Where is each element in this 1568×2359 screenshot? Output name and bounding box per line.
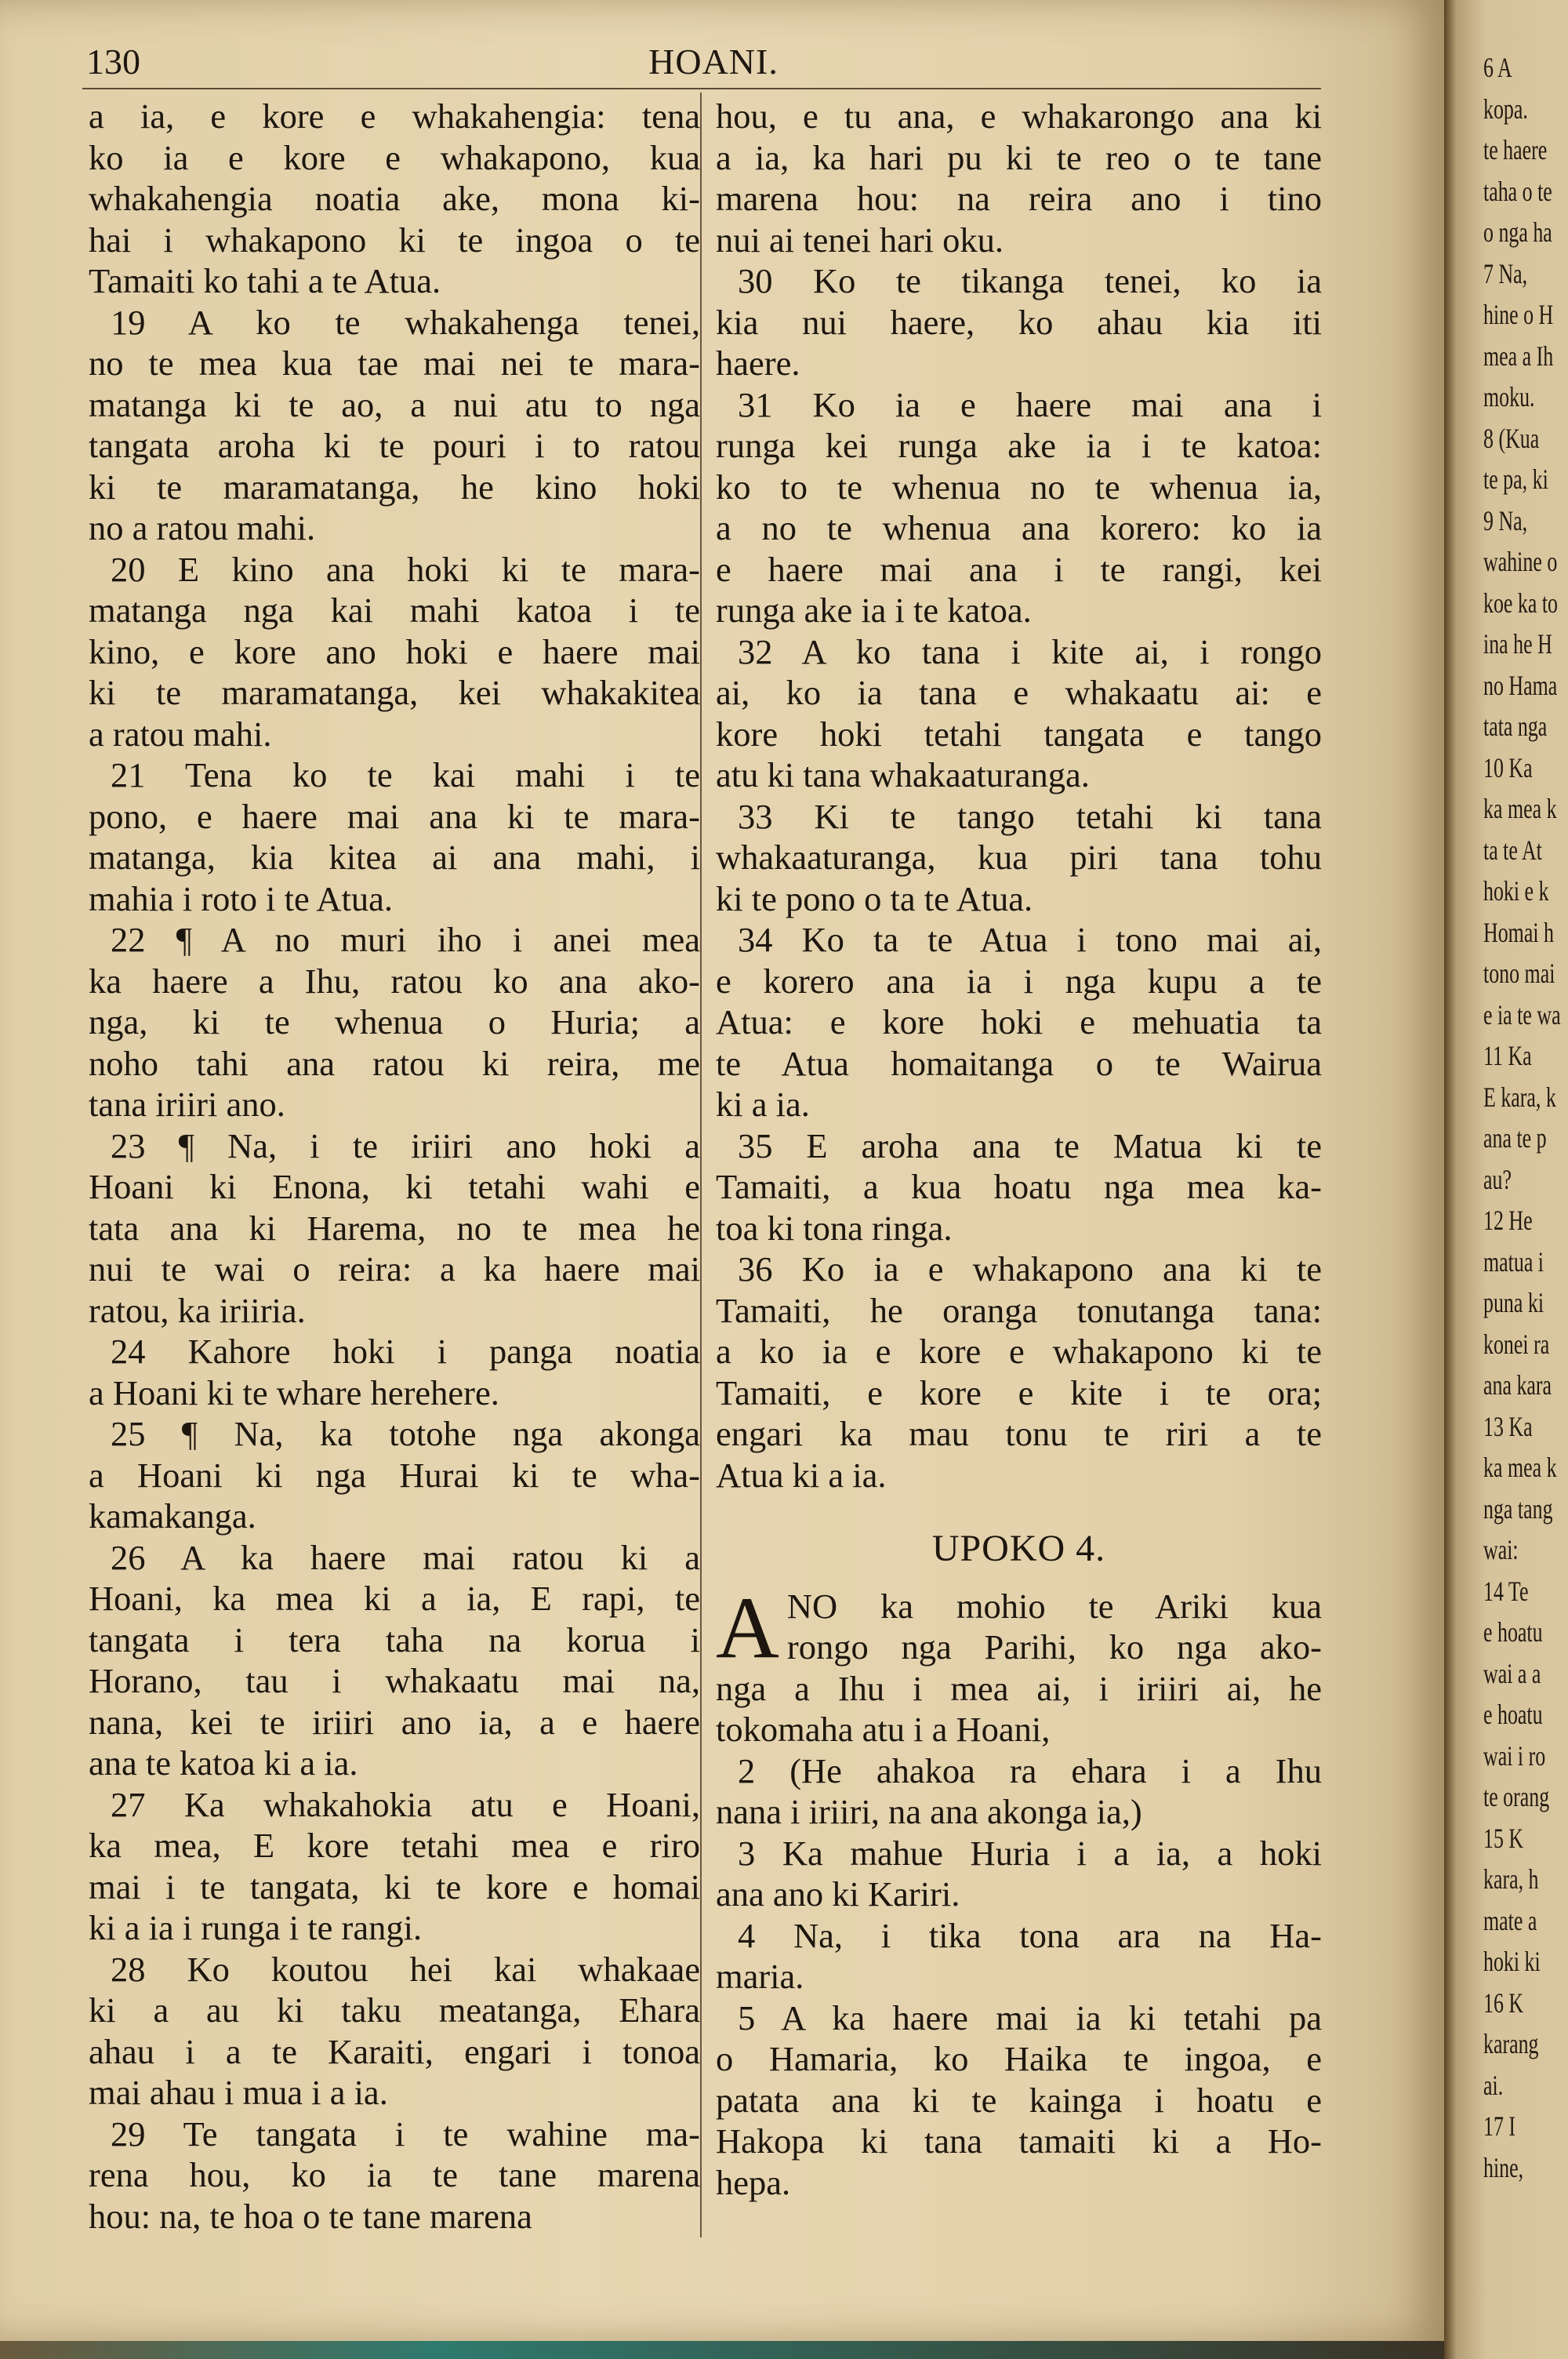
text-line: nui te wai o reira: a ka haere mai — [89, 1249, 700, 1289]
next-page-fragment: puna ki — [1483, 1287, 1544, 1318]
text-line: ka mea, E kore tetahi mea e riro — [89, 1826, 700, 1865]
text-line: 29 Te tangata i te wahine ma- — [111, 2114, 700, 2154]
text-line: te Atua homaitanga o te Wairua — [716, 1043, 1322, 1083]
text-line: kamakanga. — [89, 1496, 256, 1536]
text-line: ana te katoa ki a ia. — [89, 1743, 358, 1783]
text-line: tata ana ki Harema, no te mea he — [89, 1208, 700, 1248]
text-line: tangata i tera taha na korua i — [89, 1619, 700, 1659]
text-line: hou, e tu ana, e whakarongo ana ki — [716, 96, 1322, 136]
next-page-fragment: nga tang — [1483, 1492, 1553, 1525]
text-line: 19 A ko te whakahenga tenei, — [111, 302, 700, 342]
next-page-fragment: kara, h — [1483, 1863, 1539, 1895]
next-page-fragment: au? — [1483, 1163, 1512, 1195]
text-line: hou: na, te hoa o te tane marena — [89, 2196, 532, 2236]
next-page-fragment: hine, — [1483, 2151, 1524, 2183]
text-line: 28 Ko koutou hei kai whakaae — [111, 1949, 700, 1989]
text-line: pono, e haere mai ana ki te mara- — [89, 796, 700, 836]
text-line: 21 Tena ko te kai mahi i te — [111, 755, 700, 794]
text-line: a no te whenua ana korero: ko ia — [716, 508, 1322, 547]
next-page-fragment: ka mea k — [1483, 793, 1557, 824]
text-line: toa ki tona ringa. — [716, 1208, 953, 1248]
text-line: atu ki tana whakaaturanga. — [716, 755, 1090, 794]
text-line: ka haere a Ihu, ratou ko ana ako- — [89, 961, 700, 1001]
text-line: ki a au ki taku meatanga, Ehara — [89, 1990, 700, 2030]
text-line: ki a ia i runga i te rangi. — [89, 1908, 423, 1947]
next-page-fragment: ana te p — [1483, 1122, 1547, 1154]
text-line: Tamaiti, a kua hoatu nga mea ka- — [716, 1167, 1322, 1206]
next-page-fragment: e hoatu — [1483, 1616, 1543, 1648]
text-line: rena hou, ko ia te tane marena — [89, 2155, 700, 2194]
next-page-fragment: te pa, ki — [1483, 463, 1548, 495]
text-line: 4 Na, i tika tona ara na Ha- — [738, 1915, 1322, 1955]
text-line: Tamaiti, he oranga tonutanga tana: — [716, 1290, 1322, 1330]
next-page-fragment: 16 K — [1483, 1986, 1524, 2019]
text-line: nui ai tenei hari oku. — [716, 220, 1004, 260]
right-column-verses — [716, 96, 1322, 1496]
text-line: matanga, kia kitea ai ana mahi, i — [89, 838, 700, 877]
text-line: kore hoki tetahi tangata e tango — [716, 714, 1322, 754]
right-column — [716, 96, 1322, 2203]
text-line: a Hoani ki nga Hurai ki te wha- — [89, 1455, 700, 1495]
text-line: ki te pono o ta te Atua. — [716, 878, 1033, 918]
text-line: 22 ¶ A no muri iho i anei mea — [111, 920, 700, 959]
chapter-heading: UPOKO 4. — [931, 1528, 1106, 1569]
next-page-fragment: ka mea k — [1483, 1452, 1557, 1483]
next-page-fragment: wahine o — [1483, 546, 1558, 577]
running-title: HOANI. — [648, 42, 779, 82]
text-line: e korero ana ia i nga kupu a te — [716, 961, 1322, 1001]
text-line: kia nui haere, ko ahau kia iti — [716, 302, 1322, 342]
text-line: nga a Ihu i mea ai, i iriiri ai, he — [716, 1668, 1322, 1708]
text-line: 27 Ka whakahokia atu e Hoani, — [111, 1784, 700, 1824]
next-page-fragment: 6 A — [1483, 52, 1512, 83]
text-line: no a ratou mahi. — [89, 508, 316, 547]
text-line: nana i iriiri, na ana akonga ia,) — [716, 1792, 1142, 1831]
text-line: Tamaiti ko tahi a te Atua. — [89, 261, 441, 300]
text-line: Hoani ki Enona, ki tetahi wahi e — [89, 1167, 700, 1206]
next-page-fragment: hoki e k — [1483, 875, 1549, 907]
next-page-fragment: no Hama — [1483, 669, 1558, 701]
next-page-fragment: wai i ro — [1483, 1739, 1546, 1772]
next-page-fragment: ina he H — [1483, 628, 1552, 660]
text-line: 31 Ko ia e haere mai ana i — [738, 384, 1322, 424]
text-line: tana iriiri ano. — [89, 1085, 285, 1124]
text-line: hepa. — [716, 2162, 791, 2202]
text-line: ko to te whenua no te whenua ia, — [716, 467, 1322, 507]
next-page-fragment: o nga ha — [1483, 216, 1552, 248]
next-page-fragment: 8 (Kua — [1483, 422, 1540, 454]
text-line: Tamaiti, e kore e kite i te ora; — [716, 1372, 1322, 1412]
text-line: ai, ko ia tana e whakaatu ai: e — [716, 673, 1322, 712]
text-line: 35 E aroha ana te Matua ki te — [738, 1125, 1322, 1165]
text-line: 20 E kino ana hoki ki te mara- — [111, 549, 700, 589]
text-line: matanga nga kai mahi katoa i te — [89, 591, 700, 630]
text-line: noho tahi ana ratou ki reira, me — [89, 1043, 700, 1083]
text-line: ahau i a te Karaiti, engari i tonoa — [89, 2031, 700, 2071]
text-line: a Hoani ki te whare herehere. — [89, 1372, 499, 1412]
next-page-fragment: te orang — [1483, 1781, 1550, 1812]
next-page-fragment: 11 Ka — [1483, 1040, 1532, 1071]
text-line: Horano, tau i whakaatu mai na, — [89, 1661, 700, 1700]
text-line: tangata aroha ki te pouri i to ratou — [89, 426, 700, 465]
table-surface — [0, 2341, 1444, 2359]
text-line: hai i whakapono ki te ingoa o te — [89, 220, 700, 260]
next-page-fragment: tono mai — [1483, 958, 1555, 989]
next-page-fragment: mea a Ih — [1483, 340, 1554, 372]
text-line: ki a ia. — [716, 1085, 810, 1124]
next-page-fragment: matua i — [1483, 1245, 1544, 1278]
text-line: no te mea kua tae mai nei te mara- — [89, 343, 700, 383]
text-line: Atua: e kore hoki e mehuatia ta — [716, 1002, 1322, 1041]
text-line: 30 Ko te tikanga tenei, ko ia — [738, 261, 1322, 300]
text-line: runga ake ia i te katoa. — [716, 591, 1032, 630]
next-page-fragment: 15 K — [1483, 1822, 1524, 1854]
next-page-fragment: Homai h — [1483, 916, 1554, 948]
text-line: a ratou mahi. — [89, 714, 272, 754]
next-page-fragment: karang — [1483, 2028, 1539, 2059]
next-page-fragment: e hoatu — [1483, 1699, 1543, 1730]
text-line: 26 A ka haere mai ratou ki a — [111, 1537, 700, 1577]
next-page-fragment: E kara, k — [1483, 1081, 1556, 1113]
next-page-fragment: 7 Na, — [1483, 257, 1528, 289]
text-line: rongo nga Parihi, ko nga ako- — [786, 1627, 1322, 1667]
next-page-fragment: konei ra — [1483, 1328, 1550, 1360]
text-line: nga, ki te whenua o Huria; a — [89, 1002, 700, 1041]
next-page-fragment: 14 Te — [1483, 1575, 1529, 1607]
text-line: 2 (He ahakoa ra ehara i a Ihu — [738, 1750, 1322, 1790]
header-rule — [82, 88, 1321, 89]
text-line: Hoani, ka mea ki a ia, E rapi, te — [89, 1579, 700, 1618]
text-line: a ia, e kore e whakahengia: tena — [89, 96, 700, 136]
next-page-fragment: moku. — [1483, 381, 1535, 413]
text-line: 24 Kahore hoki i panga noatia — [111, 1332, 700, 1371]
next-page-fragment: hoki ki — [1483, 1946, 1541, 1977]
text-line: 36 Ko ia e whakapono ana ki te — [738, 1249, 1322, 1289]
next-page-fragment: 12 He — [1483, 1205, 1533, 1236]
column-divider — [700, 93, 702, 2237]
text-line: nana, kei te iriiri ano ia, a e haere — [89, 1702, 700, 1742]
next-page-fragment: te haere — [1483, 134, 1548, 165]
text-line: kino, e kore ano hoki e haere mai — [89, 631, 700, 671]
text-line: ana ano ki Kariri. — [716, 1874, 960, 1914]
next-page-fragment: 17 I — [1483, 2110, 1516, 2142]
text-line: matanga ki te ao, a nui atu to nga — [89, 384, 700, 424]
next-page-fragment: 9 Na, — [1483, 504, 1528, 536]
next-page-fragments — [1483, 47, 1561, 2188]
text-line: ko ia e kore e whakapono, kua — [89, 137, 700, 177]
text-line: a ia, ka hari pu ki te reo o te tane — [716, 137, 1322, 177]
next-page-fragment: taha o te — [1483, 175, 1552, 207]
next-page-fragment: hine o H — [1483, 299, 1554, 330]
text-line: patata ana ki te kainga i hoatu e — [716, 2080, 1322, 2120]
next-page-fragment: 13 Ka — [1483, 1410, 1533, 1442]
text-line: ki te maramatanga, he kino hoki — [89, 467, 700, 507]
text-line: maria. — [716, 1957, 804, 1996]
next-page-fragment: ai. — [1483, 2069, 1504, 2101]
drop-cap: A — [716, 1579, 779, 1677]
text-line: 25 ¶ Na, ka totohe nga akonga — [111, 1414, 700, 1453]
text-line: o Hamaria, ko Haika te ingoa, e — [716, 2039, 1322, 2078]
chapter-opening — [716, 1579, 1322, 2204]
text-line: mai i te tangata, ki te kore e homai — [89, 1866, 700, 1906]
text-line: 5 A ka haere mai ia ki tetahi pa — [738, 1997, 1322, 2037]
next-page-fragment: e ia te wa — [1483, 998, 1561, 1030]
text-line: engari ka mau tonu te riri a te — [716, 1414, 1322, 1453]
text-line: whakahengia noatia ake, mona ki- — [89, 179, 700, 218]
text-line: runga kei runga ake ia i te katoa: — [716, 426, 1322, 465]
text-line: mai ahau i mua i a ia. — [89, 2073, 388, 2112]
next-page-fragment: 10 Ka — [1483, 751, 1533, 783]
next-page-fragment: tata nga — [1483, 711, 1548, 742]
page-number: 130 — [86, 42, 140, 82]
text-line: 34 Ko ta te Atua i tono mai ai, — [738, 920, 1322, 959]
next-page-edge — [1444, 0, 1568, 2359]
text-line: e haere mai ana i te rangi, kei — [716, 549, 1322, 589]
text-line: ratou, ka iriiria. — [89, 1290, 306, 1330]
text-line: ki te maramatanga, kei whakakitea — [89, 673, 700, 712]
text-line: Hakopa ki tana tamaiti ki a Ho- — [716, 2121, 1322, 2161]
text-line: NO ka mohio te Ariki kua — [786, 1586, 1322, 1626]
text-line: 33 Ki te tango tetahi ki tana — [738, 796, 1322, 836]
next-page-fragment: mate a — [1483, 1904, 1537, 1936]
text-line: whakaaturanga, kua piri tana tohu — [716, 838, 1322, 877]
text-line: Atua ki a ia. — [716, 1455, 887, 1495]
text-line: a ko ia e kore e whakapono ki te — [716, 1332, 1322, 1371]
text-line: haere. — [716, 343, 800, 383]
next-page-fragment: wai a a — [1483, 1657, 1541, 1689]
text-line: 23 ¶ Na, i te iriiri ano hoki a — [111, 1125, 700, 1165]
text-line: 32 A ko tana i kite ai, i rongo — [738, 631, 1322, 671]
next-page-fragment: ta te At — [1483, 834, 1542, 866]
left-column — [89, 96, 700, 2237]
text-line: mahia i roto i te Atua. — [89, 878, 394, 918]
next-page-fragment: wai: — [1483, 1534, 1519, 1565]
next-page-fragment: ana kara — [1483, 1369, 1552, 1401]
text-line: 3 Ka mahue Huria i a ia, a hoki — [738, 1833, 1322, 1873]
next-page-fragment: kopa. — [1483, 93, 1528, 125]
text-line: marena hou: na reira ano i tino — [716, 179, 1322, 218]
next-page-fragment: koe ka to — [1483, 587, 1559, 619]
text-line: tokomaha atu i a Hoani, — [716, 1710, 1051, 1749]
